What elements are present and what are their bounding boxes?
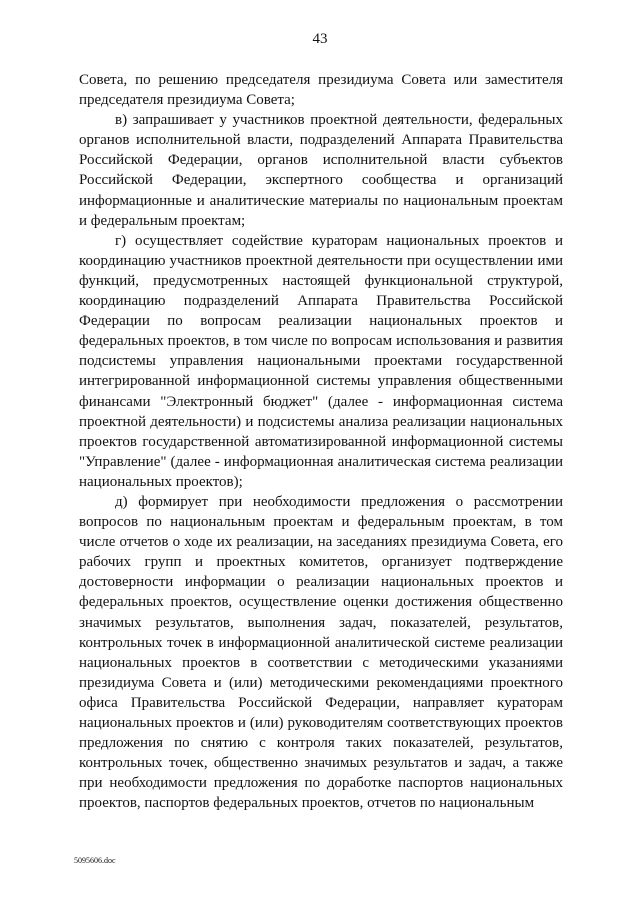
paragraph-item-g: г) осуществляет содействие кураторам национальных проектов и координацию участников проектной деятельности при осуществлении ими функций, предусмотренных настоящей функциональной структурой, координацию подразделений Аппарата Правительства Российской Федерации по вопросам реализации национальных проектов и федеральных проектов, в том числе по вопросам использования и развития подсистемы управления национальными проектами государственной интегрированной информационной системы управления общественными финансами "Электронный бюджет" (далее - информационная система проектной деятельности) и подсистемы анализа реализации национальных проектов государственной автоматизированной информационной системы "Управление" (далее - информационная аналитическая система реализации национальных проектов); [79, 232, 563, 490]
paragraph-item-d: д) формирует при необходимости предложения о рассмотрении вопросов по национальным проектам и федеральным проектам, в том числе отчетов о ходе их реализации, на заседаниях президиума Совета, его рабочих групп и проектных комитетов, организует подтверждение достоверности информации о реализации национальных проектов и федеральных проектов, осуществление оценки достижения общественно значимых результатов, выполнения задач, показателей, результатов, контрольных точек в информационной аналитической системе реализации национальных проектов в соответствии с методическими указаниями президиума Совета и (или) методическими рекомендациями проектного офиса Правительства Российской Федерации, направляет кураторам национальных проектов и (или) руководителям соответствующих проектов предложения по снятию с контроля таких показателей, результатов, контрольных точек, общественно значимых результатов и задач, а также при необходимости предложения по доработке паспортов национальных проектов, паспортов федеральных проектов, отчетов по национальным [79, 493, 563, 812]
footer-filename: 5095606.doc [74, 856, 116, 865]
document-body [79, 70, 563, 813]
paragraph-continuation: Совета, по решению председателя президиума Совета или заместителя председателя президиума Совета; [79, 72, 563, 109]
paragraph-item-v: в) запрашивает у участников проектной деятельности, федеральных органов исполнительной власти, подразделений Аппарата Правительства Российской Федерации, органов исполнительной власти субъектов Российской Федерации, экспертного сообщества и организаций информационные и аналитические материалы по национальным проектам и федеральным проектам; [79, 112, 563, 229]
page-number: 43 [312, 31, 328, 47]
